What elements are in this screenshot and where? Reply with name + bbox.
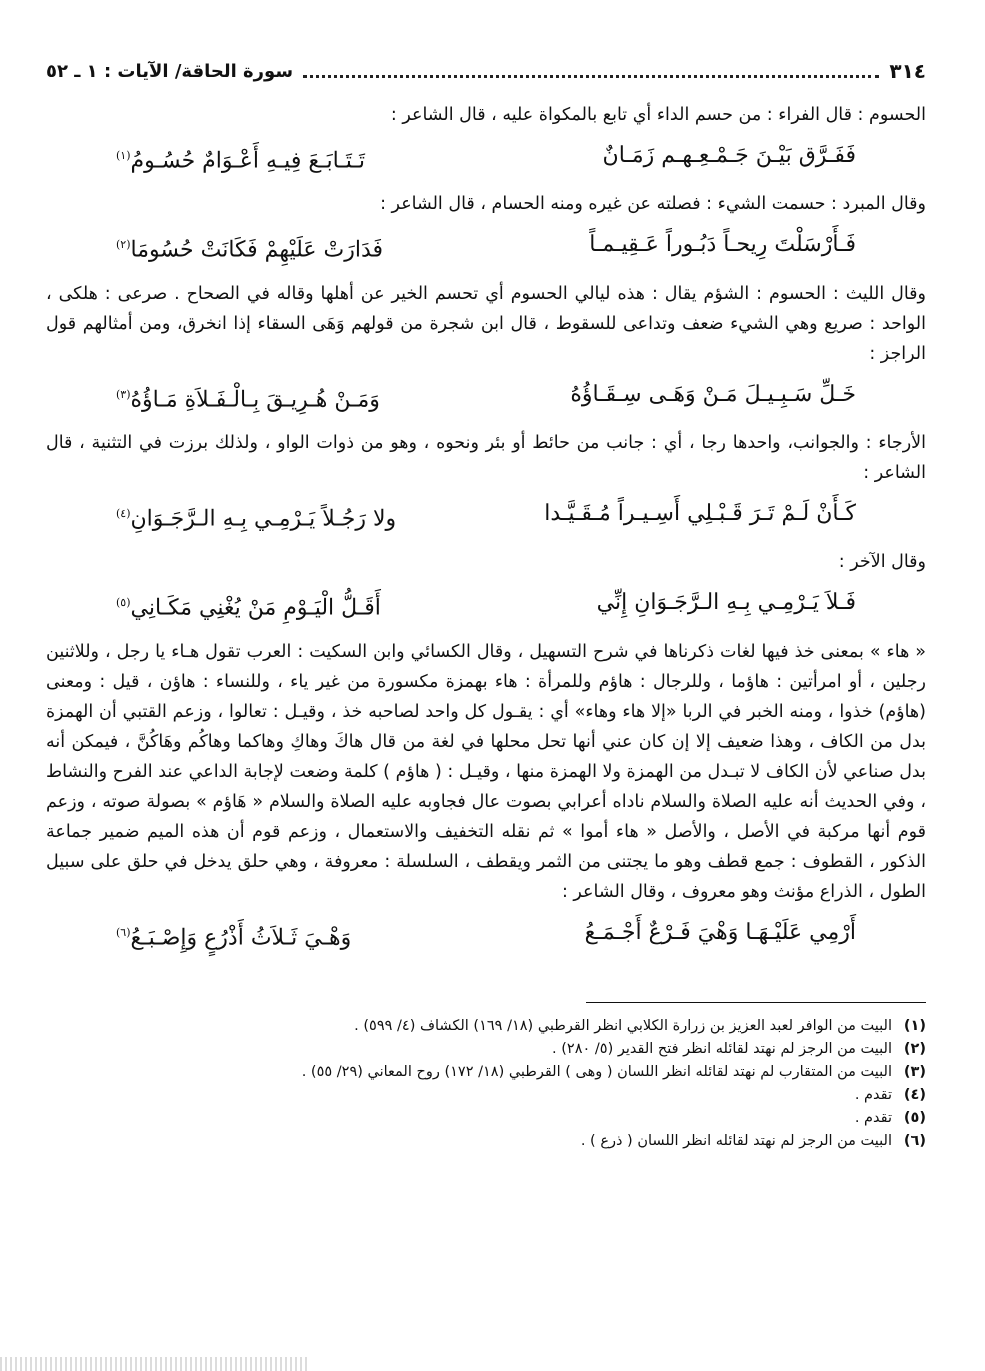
footnote-text: البيت من الرجز لم نهتد لقائله انظر فتح القدير (٥/ ٢٨٠) . [552, 1040, 892, 1057]
verse-second-hemistich [116, 375, 380, 420]
footnote-ref: (٣) [116, 387, 131, 401]
verse-first-hemistich: فَفَـرَّق بَيْـنَ جَـمْـعِـهـم زَمَـانٌ [602, 143, 856, 168]
verse-first-hemistich: أَرْمِي عَلَيْـهَـا وَهْيَ فَـرْعٌ أَجْـمَـعُ [584, 919, 856, 945]
footnote [46, 1061, 926, 1084]
verse-second-hemistich [116, 494, 396, 539]
footnote-text: تقدم . [854, 1109, 892, 1126]
footnote [46, 1107, 926, 1130]
sura-title: سورة الحاقة/ الآيات : ١ ـ ٥٢ [46, 60, 294, 82]
footnote-separator [586, 1002, 926, 1003]
footnotes [46, 1015, 926, 1153]
paragraph: وقال الآخر : [838, 552, 926, 573]
running-header [46, 58, 926, 84]
page-number: ٣١٤ [889, 59, 926, 83]
verse-first-hemistich: كَـأَنْ لَـمْ تَـرَ قَـبْـلِي أَسِـيـراً مُـقَـيَّـدا [544, 500, 856, 526]
footnote-number: (١) [903, 1017, 926, 1034]
poetry-verse [46, 136, 926, 181]
verse-second-hemistich-text: وَمَـنْ هُـرِيـقَ بِـالْـفَـلاَةِ مَـاؤُهُ [130, 386, 380, 412]
poetry-verse [46, 225, 926, 270]
poetry-verse [46, 583, 926, 628]
footnote [46, 1015, 926, 1038]
footnote [46, 1084, 926, 1107]
verse-second-hemistich-text: وَهْـيَ ثَـلاَثُ أَذْرُعٍ وَإِصْـبَـعُ [130, 924, 352, 950]
footnote-text: البيت من الرجز لم نهتد لقائله انظر اللسان ( ذرع ) . [580, 1132, 892, 1149]
footnote [46, 1130, 926, 1153]
footnote-ref: (١) [116, 149, 131, 162]
verse-second-hemistich-text: أَقَـلُّ الْيَـوْمِ مَنْ يُغْنِي مَكَـانِي [130, 595, 381, 621]
poetry-verse [46, 375, 926, 420]
poetry-verse [46, 494, 926, 539]
verse-second-hemistich [116, 913, 351, 958]
paragraph: « هاء » بمعنى خذ فيها لغات ذكرناها في شرح التسهيل ، وقال الكسائي وابن السكيت : العرب تقول هـاء يا رجل ، وللاثنين رجلين ، أو امرأتين : هاؤما ، وللرجال : هاؤم وللمرأة : هاء بهمزة مكسورة من غير ياء ، وللنساء : هاؤن ، قيل : ومعنى (هاؤم) خذوا ، ومنه الخبر في الربا «إلا هاء وهاء» أي : يقـول كل واحد لصاحبه خذ ، وقيـل : تعالوا ، وزعم القتبي أن الهمزة بدل من الكاف ، وهذا ضعيف إلا إن كان عني أنها تحل محلها في لغة من قال هاكَ وهاكِ وهاكما وهاكُم وهَاكُنَّ ، فيمكن أنه بدل صناعي لأن الكاف لا تبـدل من الهمزة ولا الهمزة منها ، وقيـل : ( هاؤم ) كلمة وضعت لإجابة الداعي عند الفرح والنشاط ، وفي الحديث أنه عليه الصلاة والسلام ناداه أعرابي بصوت عال فجاوبه عليه الصلاة والسلام « هَاؤم » بصولة صوته ، وزعم قوم أنها مركبة في الأصل ، والأصل « هاء أموا » ثم نقله التخفيف والاستعمال ، وزعم قوم أن هذه الميم ضمير جماعة الذكور ، القطوف : جمع قطف وهو ما يجتنى من الثمر ويقطف ، السلسلة : معروفة ، وهي حلق يدخل في حلق على سبيل الطول ، الذراع مؤنث وهو معروف ، وقال الشاعر : [46, 641, 926, 902]
footnote-ref: (٢) [116, 238, 131, 252]
paragraph: الأرجاء : والجوانب، واحدها رجا ، أي : جانب من حائط أو بئر ونحوه ، وهو من ذوات الواو ، ولذلك برزت في التثنية ، قال الشاعر : [46, 432, 926, 483]
book-page [46, 58, 926, 1153]
footnote-number: (٣) [903, 1063, 926, 1080]
paragraph: وقال المبرد : حسمت الشيء : فصلته عن غيره ومنه الحسام ، قال الشاعر : [380, 194, 926, 215]
verse-second-hemistich [116, 583, 381, 628]
poetry-verse [46, 913, 926, 958]
verse-second-hemistich-text: ولا رَجُـلاً يَـرْمِـي بِـهِ الـرَّجَـوَانِ [130, 506, 397, 532]
footnote-number: (٥) [903, 1109, 926, 1126]
verse-second-hemistich-text: فَدَارَتْ عَلَيْهِمْ فَكَانَتْ حُسُومَا [130, 237, 384, 263]
footnote-number: (٢) [903, 1040, 926, 1057]
footnote-text: تقدم . [854, 1086, 892, 1103]
paragraph: الحسوم : قال الفراء : من حسم الداء أي تابع بالمكواة عليه ، قال الشاعر : [390, 105, 926, 125]
paragraph: وقال الليث : الحسوم : الشؤم يقال : هذه ليالي الحسوم أي تحسم الخير عن أهلها وقاله في الصحاح . صرعى : هلكى ، الواحد : صريع وهي الشيء ضعف وتداعى للسقوط ، قال ابن شجرة من قولهم وَهَى السقاء إذا انخرق، ومن أمثالهم قول الراجز : [46, 283, 926, 364]
header-dotted-leader [303, 65, 879, 78]
page-body [46, 100, 926, 958]
footnote-text: البيت من المتقارب لم نهتد لقائله انظر اللسان ( وهى ) القرطبي (١٨/ ١٧٢) روح المعاني (٢٩/ ٥٥) . [301, 1063, 892, 1080]
verse-first-hemistich: فَـأَرْسَلْتَ رِيحـاً دَبُـوراً عَـقِيـمـاً [589, 232, 856, 258]
verse-second-hemistich [116, 225, 383, 270]
scan-artifact [0, 1357, 310, 1371]
footnote [46, 1038, 926, 1061]
footnote-text: البيت من الوافر لعبد العزيز بن زرارة الكلابي انظر القرطبي (١٨/ ١٦٩) الكشاف (٤/ ٥٩٩) . [354, 1017, 892, 1034]
footnote-ref: (٥) [116, 596, 131, 610]
footnote-number: (٦) [903, 1132, 926, 1149]
verse-second-hemistich-text: تَـتَـابَـعَ فِيـهِ أَعْـوَامٌ حُسُـومُ [130, 148, 365, 174]
verse-second-hemistich [116, 136, 365, 181]
footnote-ref: (٤) [116, 506, 131, 520]
footnote-number: (٤) [903, 1086, 926, 1103]
footnote-ref: (٦) [116, 925, 131, 939]
verse-first-hemistich: خَـلِّ سَـبِـيـلَ مَـنْ وَهَـى سِـقَـاؤُهُ [570, 381, 856, 407]
verse-first-hemistich: فَـلاَ يَـرْمِـي بِـهِ الـرَّجَـوَانِ إِنِّي [596, 590, 856, 616]
